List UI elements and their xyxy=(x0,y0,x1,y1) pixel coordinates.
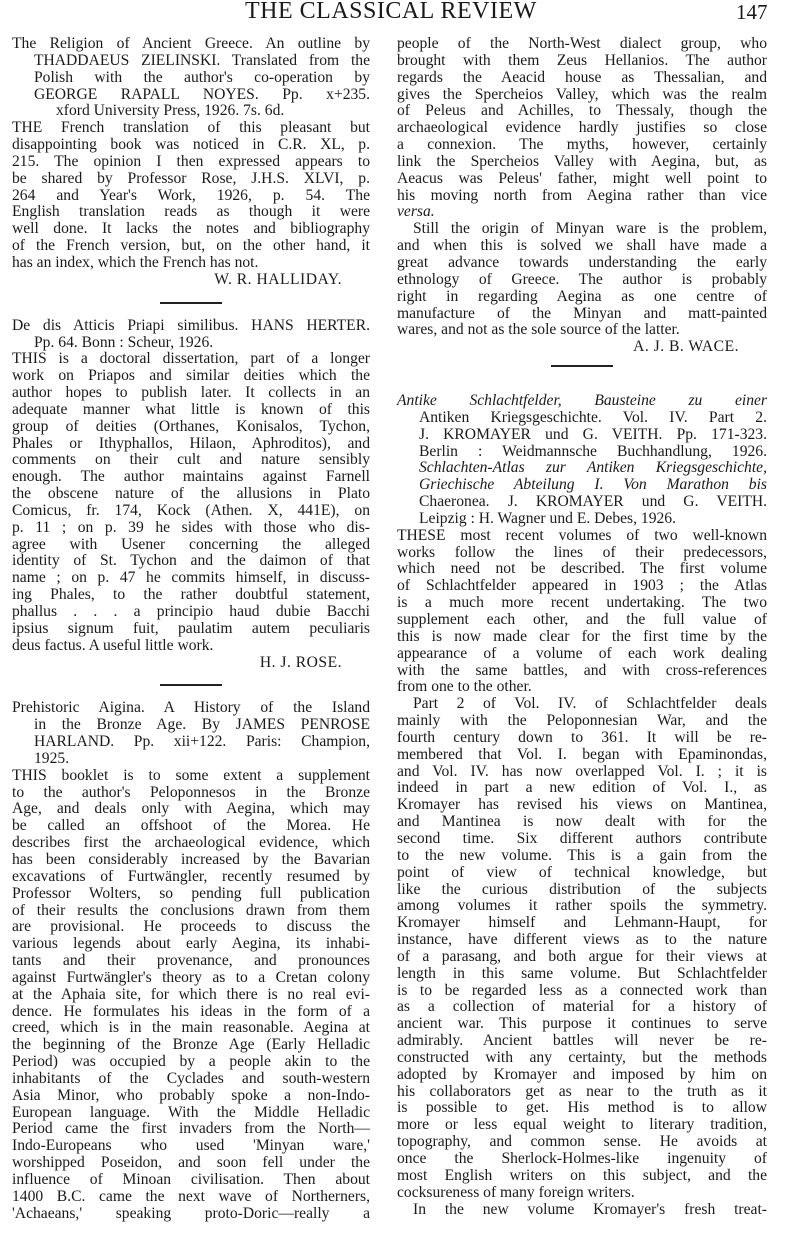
text-line: his collaborators get as near to the truth as it xyxy=(397,1082,767,1100)
text-line: disappointing book was noticed in C.R. XL, p. xyxy=(12,136,370,154)
text-line: 'Achaeans,' speaking proto-Doric—really a xyxy=(12,1204,370,1222)
text-line: various legends about early Aegina, its inhabi- xyxy=(12,935,370,953)
text-line: GEORGE RAPALL NOYES. Pp. x+235. xyxy=(34,85,370,103)
text-line: adequate manner what little is known of this xyxy=(12,400,370,418)
text-line: THIS booklet is to some extent a supplement xyxy=(12,766,370,784)
text-line: name ; on p. 47 he commits himself, in discuss- xyxy=(12,569,370,587)
text-line: Chaeronea. J. KROMAYER und G. VEITH. xyxy=(419,493,767,511)
text-line: like the curious distribution of the subjects xyxy=(397,880,767,898)
text-line: ethnology of Greece. The author is probably xyxy=(397,270,767,288)
text-line: Schlachten-Atlas zur Antiken Kriegsgeschichte, xyxy=(419,459,767,477)
text-line: Professor Wolters, so pending full publication xyxy=(12,884,370,902)
text-line: Berlin : Weidmannsche Buchhandlung, 1926. xyxy=(419,442,767,460)
text-line: A. J. B. WACE. xyxy=(633,338,739,356)
text-line: gives the Spercheios Valley, which was the realm xyxy=(397,85,767,103)
text-line: the beginning of the Bronze Age (Early Helladic xyxy=(12,1036,370,1054)
text-line: this is now made clear for the first time by the xyxy=(397,627,767,645)
text-line: enough. The author maintains against Farnell xyxy=(12,468,370,486)
text-line: worshipped Poseidon, and soon fell under the xyxy=(12,1154,370,1172)
text-line: THESE most recent volumes of two well-known xyxy=(397,526,767,544)
text-line: supplement each other, and the full value of xyxy=(397,611,767,628)
text-line: great advance towards understanding the early xyxy=(397,253,767,271)
text-line: 264 and Year's Work, 1926, p. 54. The xyxy=(12,186,370,204)
text-line: be called an offshoot of the Morea. He xyxy=(12,817,370,835)
text-line: as a collection of material for a history of xyxy=(397,998,767,1016)
text-line: has been considerably increased by the Bavarian xyxy=(12,850,370,868)
text-line: creed, which is in the main reasonable. Aegina at xyxy=(12,1019,370,1037)
page-header xyxy=(0,0,800,30)
text-line: regards the Aeacid house as Thessalian, and xyxy=(397,68,767,86)
review-paragraph xyxy=(397,696,767,1201)
text-line: cocksureness of many foreign writers. xyxy=(397,1183,635,1201)
text-line: works follow the lines of their predecessors, xyxy=(397,543,767,561)
text-line: the obscene nature of the allusions in Plato xyxy=(12,485,370,503)
text-line: of Peleus and Achilles, to Thessaly, though the xyxy=(397,102,767,120)
text-line: excavations of Furtwängler, recently resumed by xyxy=(12,867,370,885)
text-line: Kromayer himself and Lehmann-Haupt, for xyxy=(397,914,767,932)
text-line: is possible to get. His method is to allow xyxy=(397,1099,767,1117)
text-line: THIS is a doctoral dissertation, part of a longer xyxy=(12,350,370,368)
text-line: has an index, which the French has not. xyxy=(12,253,259,271)
text-line: once the Sherlock-Holmes-like ingenuity of xyxy=(397,1150,767,1167)
text-line: THE French translation of this pleasant but xyxy=(12,119,370,137)
text-line: p. 11 ; on p. 39 he sides with those who dis- xyxy=(12,518,370,536)
text-line: 1925. xyxy=(34,749,70,767)
text-line: and when this is solved we shall have made a xyxy=(397,237,767,255)
page-number: 147 xyxy=(736,0,768,24)
text-line: length in this same volume. But Schlachtfelder xyxy=(397,964,767,982)
text-line: W. R. HALLIDAY. xyxy=(214,270,342,288)
text-line: second time. Six different authors contribute xyxy=(397,829,767,847)
text-line: Part 2 of Vol. IV. of Schlachtfelder deals xyxy=(413,695,767,713)
review-paragraph xyxy=(397,1202,767,1219)
text-line: mainly with the Peloponnesian War, and the xyxy=(397,712,767,730)
text-line: indeed in part a new edition of Vol. I., as xyxy=(397,779,767,797)
text-line: in the Bronze Age. By JAMES PENROSE xyxy=(34,716,370,734)
reviewer-signature xyxy=(12,272,370,289)
text-line: Antiken Kriegsgeschichte. Vol. IV. Part 2. xyxy=(419,408,767,426)
text-line: is a much more recent undertaking. The two xyxy=(397,594,767,612)
text-line: ipsius signum fuit, paulatim autem peculiaris xyxy=(12,619,370,637)
text-line: to the new volume. This is a gain from the xyxy=(397,846,767,864)
text-line: a connexion. The myths, however, certainly xyxy=(397,136,767,154)
text-line: at the Aphaia site, for which there is no real evi- xyxy=(12,985,370,1003)
text-line: Phales or Ithyphallos, Hilaon, Aphroditos), and xyxy=(12,434,370,452)
text-line: phallus . . . a principio haud dubie Bacchi xyxy=(12,603,370,620)
text-line: work on Priapos and similar deities which the xyxy=(12,367,370,385)
review-paragraph xyxy=(397,221,767,339)
review-paragraph xyxy=(12,768,370,1223)
review-heading xyxy=(12,700,370,767)
text-line: is to be regarded less as a connected work than xyxy=(397,981,767,999)
text-line: topography, and common sense. He avoids at xyxy=(397,1133,767,1151)
text-line: ing Phales, to the rather doubtful statement, xyxy=(12,586,370,604)
text-line: versa. xyxy=(397,203,435,221)
text-line: point of view of technical knowledge, but xyxy=(397,863,767,881)
review-paragraph xyxy=(397,36,767,221)
text-line: comments on their cult and nature sensibly xyxy=(12,451,370,469)
text-line: constructed with any certainty, but the methods xyxy=(397,1048,767,1066)
review-heading xyxy=(12,36,370,120)
review-paragraph xyxy=(397,528,767,696)
text-line: inhabitants of the Cyclades and south-western xyxy=(12,1069,370,1087)
text-line: of their results the conclusions drawn from them xyxy=(12,901,370,919)
text-line: J. KROMAYER und G. VEITH. Pp. 171-323. xyxy=(419,425,767,443)
text-line: In the new volume Kromayer's fresh treat- xyxy=(413,1200,767,1218)
text-line: right in regarding Aegina as one centre of xyxy=(397,287,767,305)
text-line: HARLAND. Pp. xii+122. Paris: Champion, xyxy=(34,733,370,751)
text-line: Antike Schlachtfelder, Bausteine zu einer xyxy=(397,392,767,410)
text-line: appearance of a volume of each work dealing xyxy=(397,644,767,662)
text-line: author hopes to publish later. It collects in an xyxy=(12,384,370,402)
text-line: Comicus, fr. 174, Kock (Athen. X, 441E), on xyxy=(12,501,370,519)
text-line: link the Spercheios Valley with Aegina, but, as xyxy=(397,152,767,170)
text-line: with the same battles, and with cross-references xyxy=(397,661,767,679)
text-line: instance, have different views as to the nature xyxy=(397,931,767,949)
text-line: well done. It lacks the notes and bibliography xyxy=(12,220,370,238)
text-line: manufacture of the Minyan and matt-painted xyxy=(397,304,767,322)
text-line: which need not be described. The first volume xyxy=(397,560,767,578)
text-line: adopted by Kromayer and imposed by him on xyxy=(397,1065,767,1083)
text-line: from one to the other. xyxy=(397,678,532,696)
text-line: 1400 B.C. came the next wave of Northerners, xyxy=(12,1187,370,1205)
text-line: Aeacus was Peleus' father, might well point to xyxy=(397,169,767,187)
text-line: fourth century down to 361. It will be re- xyxy=(397,728,767,746)
text-line: deus factus. A useful little work. xyxy=(12,636,214,654)
review-heading xyxy=(397,393,767,528)
reviewer-signature xyxy=(12,655,370,672)
right-column xyxy=(397,36,767,1218)
text-line: 215. The opinion I then expressed appears to xyxy=(12,152,370,170)
text-line: brought with them Zeus Hellanios. The author xyxy=(397,51,767,69)
text-line: archaeological evidence hardly justifies so close xyxy=(397,119,767,137)
text-line: Age, and deals only with Aegina, which may xyxy=(12,800,370,818)
text-line: of a parasang, and both argue for their views at xyxy=(397,947,767,965)
text-line: Period came the first invaders from the North— xyxy=(12,1120,370,1138)
text-line: Still the origin of Minyan ware is the problem, xyxy=(413,220,767,238)
text-line: tants and their provenance, and pronounces xyxy=(12,952,370,970)
text-line: influence of Minoan civilisation. Then about xyxy=(12,1171,370,1188)
text-line: Leipzig : H. Wagner und E. Debes, 1926. xyxy=(419,509,676,527)
text-line: De dis Atticis Priapi similibus. HANS HERTER. xyxy=(12,316,370,334)
text-line: and Vol. IV. has now overlapped Vol. I. ; it is xyxy=(397,762,767,780)
text-line: dence. He formulates his ideas in the form of a xyxy=(12,1002,370,1020)
text-line: wares, and not as the sole source of the latter. xyxy=(397,321,680,339)
review-paragraph xyxy=(12,351,370,654)
section-divider xyxy=(160,302,222,304)
text-line: people of the North-West dialect group, who xyxy=(397,35,767,52)
section-divider xyxy=(551,365,613,367)
text-line: among volumes it rather spoils the symmetry. xyxy=(397,897,767,915)
text-line: xford University Press, 1926. 7s. 6d. xyxy=(56,102,285,120)
text-line: English translation reads as though it were xyxy=(12,203,370,221)
text-line: Indo-Europeans who used 'Minyan ware,' xyxy=(12,1137,370,1155)
text-line: of Schlachtfelder appeared in 1903 ; the Atlas xyxy=(397,577,767,595)
text-line: identity of St. Tychon and the daimon of that xyxy=(12,552,370,570)
text-line: H. J. ROSE. xyxy=(259,653,342,671)
text-line: ancient war. This purpose it continues to serve xyxy=(397,1015,767,1033)
reviewer-signature xyxy=(397,339,767,356)
text-line: membered that Vol. I. began with Epaminondas, xyxy=(397,745,767,763)
review-paragraph xyxy=(12,120,370,272)
review-heading xyxy=(12,318,370,352)
section-divider xyxy=(160,684,222,686)
text-line: Asia Minor, who probably spoke a non-Indo- xyxy=(12,1086,370,1104)
text-line: Prehistoric Aigina. A History of the Island xyxy=(12,699,370,717)
text-line: Griechische Abteilung I. Von Marathon bis xyxy=(419,476,767,494)
text-line: Period) was occupied by a people akin to the xyxy=(12,1053,370,1071)
text-line: against Furtwängler's theory as to a Cretan colony xyxy=(12,968,370,986)
text-line: admirably. Ancient battles will never be re- xyxy=(397,1032,767,1050)
left-column xyxy=(12,36,370,1223)
text-line: his moving north from Aegina rather than vice xyxy=(397,186,767,204)
text-line: agree with Usener concerning the alleged xyxy=(12,535,370,553)
text-line: European language. With the Middle Helladic xyxy=(12,1103,370,1121)
text-line: THADDAEUS ZIELINSKI. Translated from the xyxy=(34,51,370,69)
text-line: Kromayer has revised his views on Mantinea, xyxy=(397,796,767,814)
text-line: group of deities (Orthanes, Konisalos, Tychon, xyxy=(12,417,370,435)
text-line: to the author's Peloponnesos in the Bronze xyxy=(12,783,370,801)
text-line: and Mantinea is now dealt with for the xyxy=(397,813,767,831)
text-line: be shared by Professor Rose, J.H.S. XLVI, p. xyxy=(12,169,370,187)
text-line: Polish with the author's co-operation by xyxy=(34,68,370,86)
text-line: of the French version, but, on the other hand, it xyxy=(12,237,370,255)
running-title: THE CLASSICAL REVIEW xyxy=(245,0,537,24)
text-line: most English writers on this subject, and the xyxy=(397,1166,767,1184)
text-line: The Religion of Ancient Greece. An outline by xyxy=(12,35,370,52)
text-line: are provisional. He proceeds to discuss the xyxy=(12,918,370,936)
text-line: more or less equal weight to literary tradition, xyxy=(397,1116,767,1134)
text-line: Pp. 64. Bonn : Scheur, 1926. xyxy=(34,333,214,351)
text-line: describes first the archaeological evidence, which xyxy=(12,834,370,852)
